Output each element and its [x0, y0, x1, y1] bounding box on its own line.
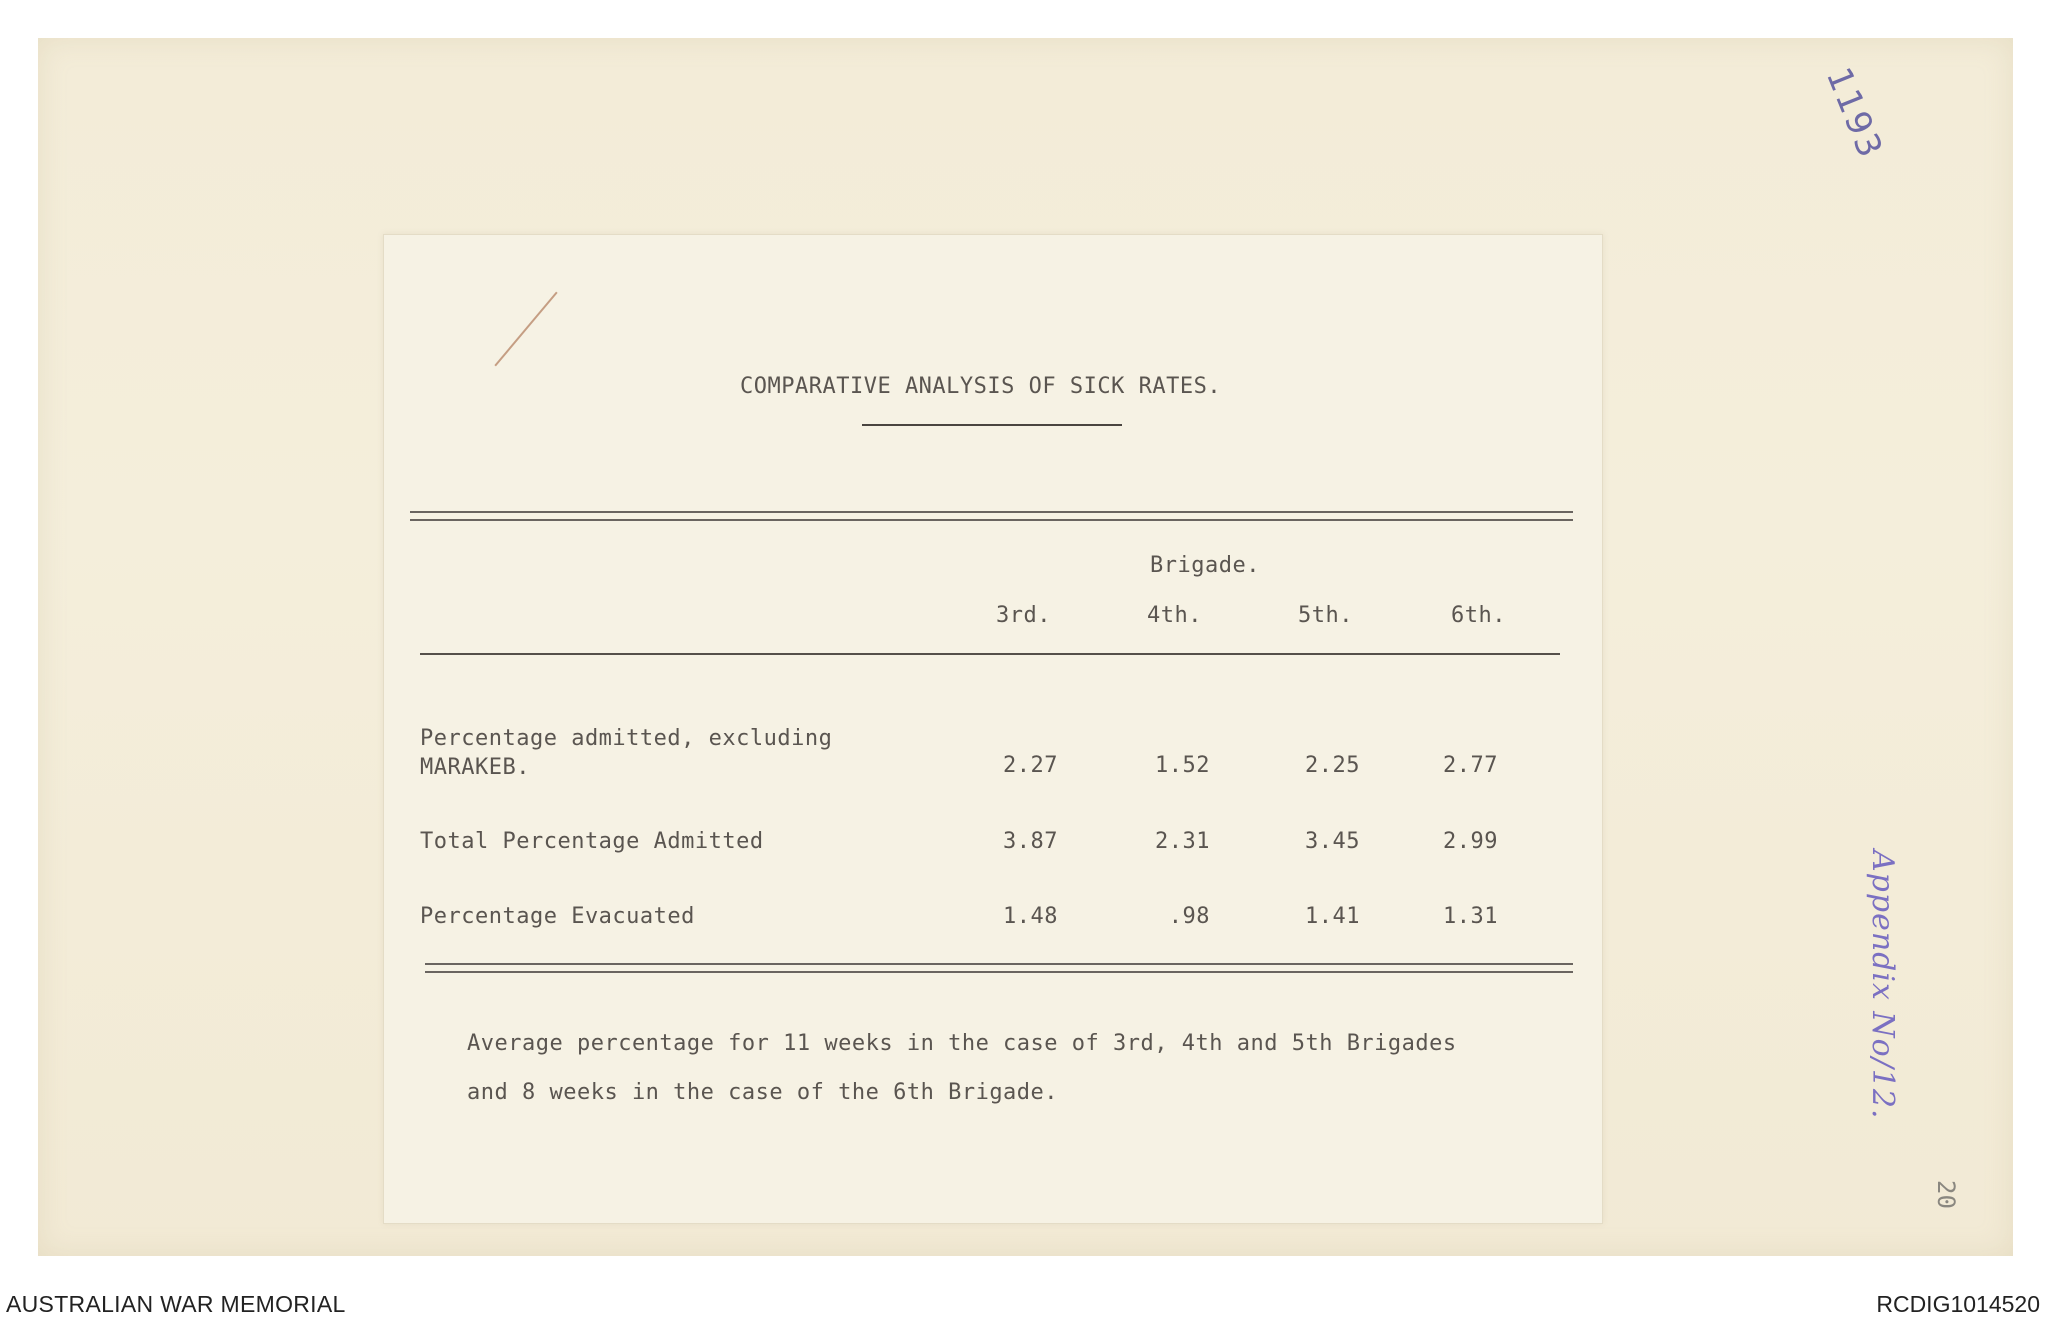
table-cell: 2.27: [1003, 753, 1058, 778]
table-cell: 2.99: [1443, 829, 1498, 854]
title-underline: [862, 424, 1122, 426]
column-header-4th: 4th.: [1147, 603, 1202, 628]
table-cell: 2.77: [1443, 753, 1498, 778]
page-number: 20: [1932, 1180, 1960, 1209]
column-header-6th: 6th.: [1451, 603, 1506, 628]
table-cell: 1.48: [1003, 904, 1058, 929]
record-id: RCDIG1014520: [1876, 1291, 2040, 1317]
column-header-5th: 5th.: [1298, 603, 1353, 628]
table-cell: .98: [1168, 904, 1210, 929]
footnote-line-2: and 8 weeks in the case of the 6th Brigade.: [467, 1080, 1059, 1105]
table-top-rule: [410, 511, 1573, 521]
row-label-marakeb: MARAKEB.: [420, 755, 530, 780]
row-label-evacuated: Percentage Evacuated: [420, 904, 695, 929]
folio-number: 1193: [1817, 62, 1891, 165]
table-cell: 1.52: [1155, 753, 1210, 778]
table-cell: 1.41: [1305, 904, 1360, 929]
appendix-stamp: Appendix No/12.: [1865, 850, 1900, 1120]
header-divider: [420, 653, 1560, 655]
row-label-admitted-excluding: Percentage admitted, excluding: [420, 726, 833, 751]
table-cell: 1.31: [1443, 904, 1498, 929]
row-label-total-admitted: Total Percentage Admitted: [420, 829, 764, 854]
footnote-line-1: Average percentage for 11 weeks in the case of 3rd, 4th and 5th Brigades: [467, 1031, 1457, 1056]
document-title: COMPARATIVE ANALYSIS OF SICK RATES.: [740, 374, 1222, 399]
table-cell: 3.45: [1305, 829, 1360, 854]
institution-label: AUSTRALIAN WAR MEMORIAL: [6, 1291, 346, 1317]
brigade-header: Brigade.: [1150, 553, 1260, 578]
table-cell: 3.87: [1003, 829, 1058, 854]
column-header-3rd: 3rd.: [996, 603, 1051, 628]
table-bottom-rule: [425, 963, 1573, 973]
table-cell: 2.31: [1155, 829, 1210, 854]
table-cell: 2.25: [1305, 753, 1360, 778]
